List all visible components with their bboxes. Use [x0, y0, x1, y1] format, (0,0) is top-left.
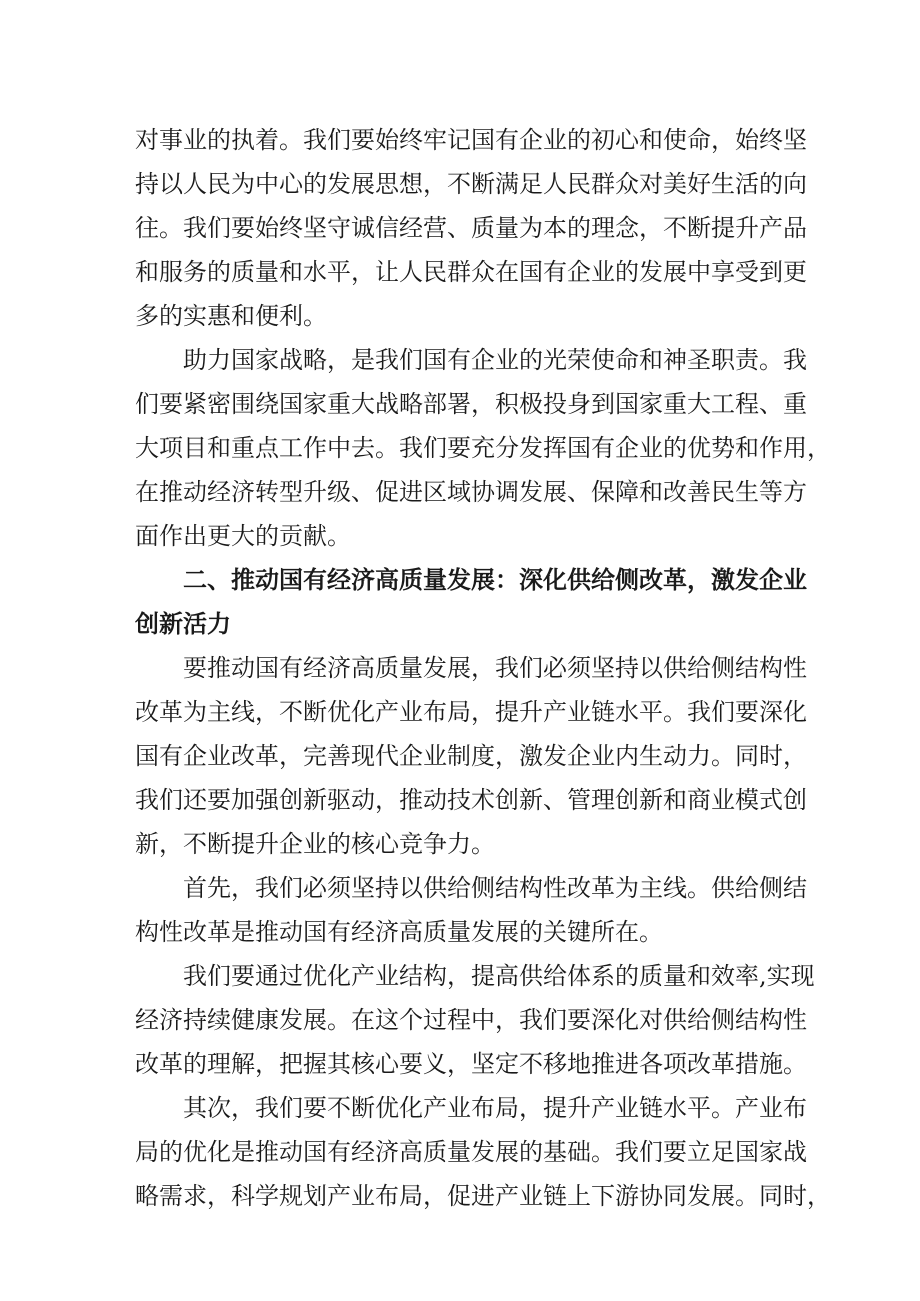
text-line: 往。我们要始终坚守诚信经营、质量为本的理念，不断提升产品 — [135, 214, 807, 242]
text-line: 国有企业改革，完善现代企业制度，激发企业内生动力。同时， — [135, 742, 807, 770]
text-line: 要推动国有经济高质量发展，我们必须坚持以供给侧结构性 — [183, 654, 807, 682]
text-line: 其次，我们要不断优化产业布局，提升产业链水平。产业布 — [183, 1094, 807, 1122]
section-heading: 二、推动国有经济高质量发展：深化供给侧改革，激发企业 — [183, 566, 807, 594]
text-line: 面作出更大的贡献。 — [135, 522, 351, 550]
text-line: 首先，我们必须坚持以供给侧结构性改革为主线。供给侧结 — [183, 874, 807, 902]
text-line: 持以人民为中心的发展思想，不断满足人民群众对美好生活的向 — [135, 170, 807, 198]
text-line: 在推动经济转型升级、促进区域协调发展、保障和改善民生等方 — [135, 478, 807, 506]
text-line: 略需求，科学规划产业布局，促进产业链上下游协同发展。同时， — [135, 1182, 831, 1210]
text-line: 改革的理解，把握其核心要义，坚定不移地推进各项改革措施。 — [135, 1050, 807, 1078]
text-line: 新，不断提升企业的核心竞争力。 — [135, 830, 495, 858]
text-line: 经济持续健康发展。在这个过程中，我们要深化对供给侧结构性 — [135, 1006, 807, 1034]
text-line: 大项目和重点工作中去。我们要充分发挥国有企业的优势和作用， — [135, 434, 831, 462]
text-line: 们要紧密围绕国家重大战略部署，积极投身到国家重大工程、重 — [135, 390, 807, 418]
text-line: 对事业的执着。我们要始终牢记国有企业的初心和使命，始终坚 — [135, 126, 807, 154]
text-line: 构性改革是推动国有经济高质量发展的关键所在。 — [135, 918, 663, 946]
text-line: 和服务的质量和水平，让人民群众在国有企业的发展中享受到更 — [135, 258, 807, 286]
text-line: 改革为主线，不断优化产业布局，提升产业链水平。我们要深化 — [135, 698, 807, 726]
text-line: 我们要通过优化产业结构，提高供给体系的质量和效率,实现 — [183, 962, 815, 990]
text-line: 局的优化是推动国有经济高质量发展的基础。我们要立足国家战 — [135, 1138, 807, 1166]
section-heading: 创新活力 — [135, 610, 231, 638]
text-line: 我们还要加强创新驱动，推动技术创新、管理创新和商业模式创 — [135, 786, 807, 814]
text-line: 多的实惠和便利。 — [135, 302, 327, 330]
text-line: 助力国家战略，是我们国有企业的光荣使命和神圣职责。我 — [183, 346, 807, 374]
